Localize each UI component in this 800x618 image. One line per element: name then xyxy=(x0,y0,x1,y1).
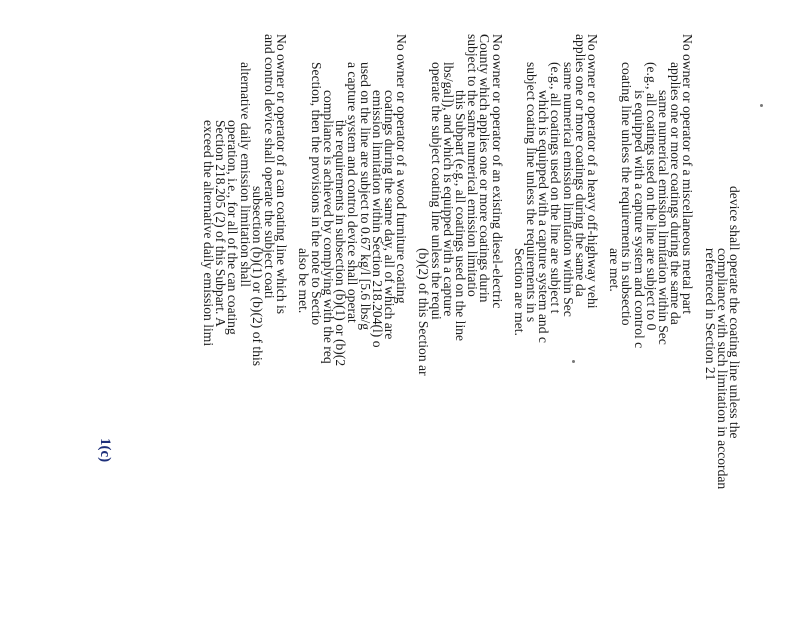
text-line: applies one or more coatings during the same da xyxy=(572,34,588,297)
text-line: which is equipped with a capture system and c xyxy=(536,90,552,343)
text-line: No owner or operator of a miscellaneous metal part xyxy=(680,34,696,315)
text-line: lbs/gal]), and which is equipped with a capture xyxy=(440,62,456,317)
text-line: No owner or operator of an existing diesel-electric xyxy=(489,34,505,309)
scan-speck xyxy=(572,360,575,363)
text-line: device shall operate the coating line unless the xyxy=(727,186,742,439)
paragraph-e xyxy=(513,0,598,618)
scan-speck xyxy=(760,104,763,107)
text-line: County which applies one or more coatings durin xyxy=(477,34,493,303)
paragraph-continuation xyxy=(703,0,740,618)
text-line: Section 218.205 (2) of this Subpart. A xyxy=(213,120,229,327)
text-line: is equipped with a capture system and control c xyxy=(631,90,647,349)
text-line: subsection (b)(1) or (b)(2) of this xyxy=(249,186,265,367)
text-line: same numerical emission limitation within Sec xyxy=(655,90,671,345)
text-line: are met. xyxy=(607,248,623,292)
text-line: operation, i.e., for all of the can coating xyxy=(225,120,241,335)
text-line: subject to the same numerical emission limitatio xyxy=(465,34,481,297)
page-number-mark: 1(c) xyxy=(97,438,113,463)
text-line: emission limitation within Section 218.204(l) o xyxy=(369,90,385,348)
text-line: a capture system and control device shall operat xyxy=(345,62,361,323)
text-line: and control device shall operate the subject coati xyxy=(262,34,278,299)
text-line: Section, then the provisions in the note to Sectio xyxy=(308,62,324,326)
text-line: (b)(2) of this Section ar xyxy=(416,248,432,376)
text-line: used on the line are subject to 0.67 kg/l [5.6 lbs/g xyxy=(357,62,373,331)
text-line: (e.g., all coatings used on the line are subject to 0 xyxy=(643,62,659,331)
text-line: No owner or operator of a wood furniture coating xyxy=(394,34,410,304)
paragraph-h xyxy=(201,0,290,618)
text-line: exceed the alternative daily emission limi xyxy=(201,120,217,347)
text-line: also be met. xyxy=(296,248,312,314)
text-line: compliance with such limitation in accordan xyxy=(714,248,730,490)
paragraph-f xyxy=(416,0,505,618)
text-line: applies one or more coatings during the same da xyxy=(668,62,684,325)
text-line: alternative daily emission limitation shall xyxy=(237,62,253,288)
text-line: this Subpart (e.g., all coatings used on the line xyxy=(452,90,468,342)
text-line: referenced in Section 21 xyxy=(702,248,718,381)
text-line: No owner or operator of a can coating line which is xyxy=(274,34,290,315)
text-line: coatings during the same day, all of which are xyxy=(381,90,397,340)
paragraph-g xyxy=(296,0,410,618)
text-line: coating line unless the requirements in subsectio xyxy=(619,62,635,326)
text-line: (e.g., all coatings used on the line are subject t xyxy=(548,62,564,314)
text-line: subject coating line unless the requirements in s xyxy=(523,62,539,323)
text-line: same numerical emission limitation within Sec xyxy=(560,62,576,317)
text-line: compliance is achieved by complying with the req xyxy=(320,90,336,364)
text-line: operate the subject coating line unless the requi xyxy=(428,62,444,320)
rotated-regulation-text xyxy=(201,0,742,618)
paragraph-d xyxy=(607,0,696,618)
text-line: Section are met. xyxy=(511,248,527,336)
text-line: the requirements in subsection (b)(1) or (b)(2 xyxy=(333,120,349,367)
text-line: No owner or operator of a heavy off-highway vehi xyxy=(584,34,600,309)
